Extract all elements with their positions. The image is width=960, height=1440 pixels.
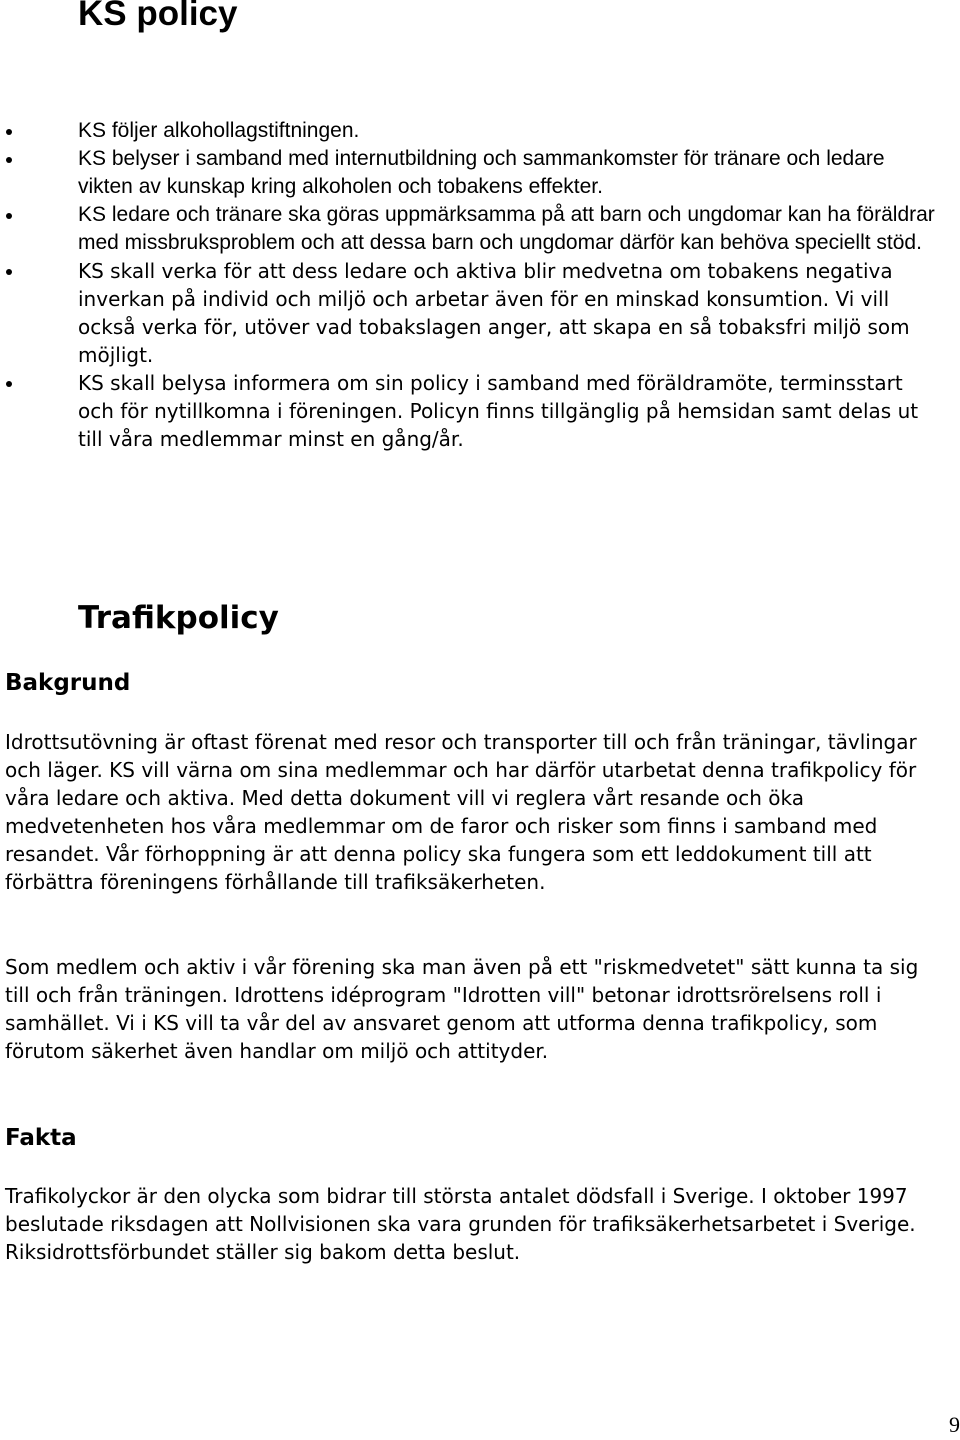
bullet-icon	[6, 381, 12, 387]
list-item	[78, 117, 938, 145]
list-item	[78, 201, 938, 257]
bullet-icon	[6, 269, 12, 275]
page-number: 9	[949, 1412, 960, 1437]
traffic-policy-heading: Trafikpolicy	[78, 600, 279, 636]
list-item	[78, 369, 938, 453]
list-item	[78, 257, 938, 369]
list-item-text: KS följer alkohollagstiftningen.	[78, 119, 360, 142]
facts-heading: Fakta	[5, 1125, 77, 1151]
bullet-icon	[6, 157, 12, 163]
list-item	[78, 145, 938, 201]
background-paragraph: Som medlem och aktiv i vår förening ska man även på ett "riskmedvetet" sätt kunna ta sig till och från träningen. Idrottens idéprogram "Idrotten vill" betonar idrottsrörelsens roll i samhället. Vi i KS vill ta vår del av ansvaret genom att utforma denna trafikpolicy, som förutom säkerhet även handlar om miljö och attityder.	[5, 955, 919, 1063]
background-heading: Bakgrund	[5, 670, 131, 696]
alcohol-tobacco-policy-list	[78, 117, 938, 453]
facts-paragraph: Trafikolyckor är den olycka som bidrar till största antalet dödsfall i Sverige. I oktober 1997 beslutade riksdagen att Nollvisionen ska vara grunden för trafiksäkerhetsarbetet i Sverige. Riksidrottsförbundet ställer sig bakom detta beslut.	[5, 1184, 916, 1264]
list-item-text: KS belyser i samband med internutbildning och sammankomster för tränare och ledare vikten av kunskap kring alkoholen och tobakens effekter.	[78, 147, 885, 198]
list-item-text: KS skall verka för att dess ledare och aktiva blir medvetna om tobakens negativa inverkan på individ och miljö och arbetar även för en minskad konsumtion. Vi vill också verka för, utöver vad tobakslagen anger, att skapa en så tobaksfri miljö som möjligt.	[78, 259, 910, 367]
page-title: KS policy	[78, 0, 238, 33]
list-item-text: KS skall belysa informera om sin policy i samband med föräldramöte, terminsstart och för nytillkomna i föreningen. Policyn finns tillgänglig på hemsidan samt delas ut till våra medlemmar minst en gång/år.	[78, 371, 919, 451]
list-item-text: KS ledare och tränare ska göras uppmärksamma på att barn och ungdomar kan ha föräldrar med missbruksproblem och att dessa barn och ungdomar därför kan behöva speciellt stöd.	[78, 203, 935, 254]
bullet-icon	[6, 213, 12, 219]
background-paragraph: Idrottsutövning är oftast förenat med resor och transporter till och från träningar, tävlingar och läger. KS vill värna om sina medlemmar och har därför utarbetat denna trafikpolicy för våra ledare och aktiva. Med detta dokument vill vi reglera vårt resande och öka medvetenheten hos våra medlemmar om de faror och risker som finns i samband med resandet. Vår förhoppning är att denna policy ska fungera som ett leddokument till att förbättra föreningens förhållande till trafiksäkerheten.	[5, 730, 917, 894]
bullet-icon	[6, 129, 12, 135]
